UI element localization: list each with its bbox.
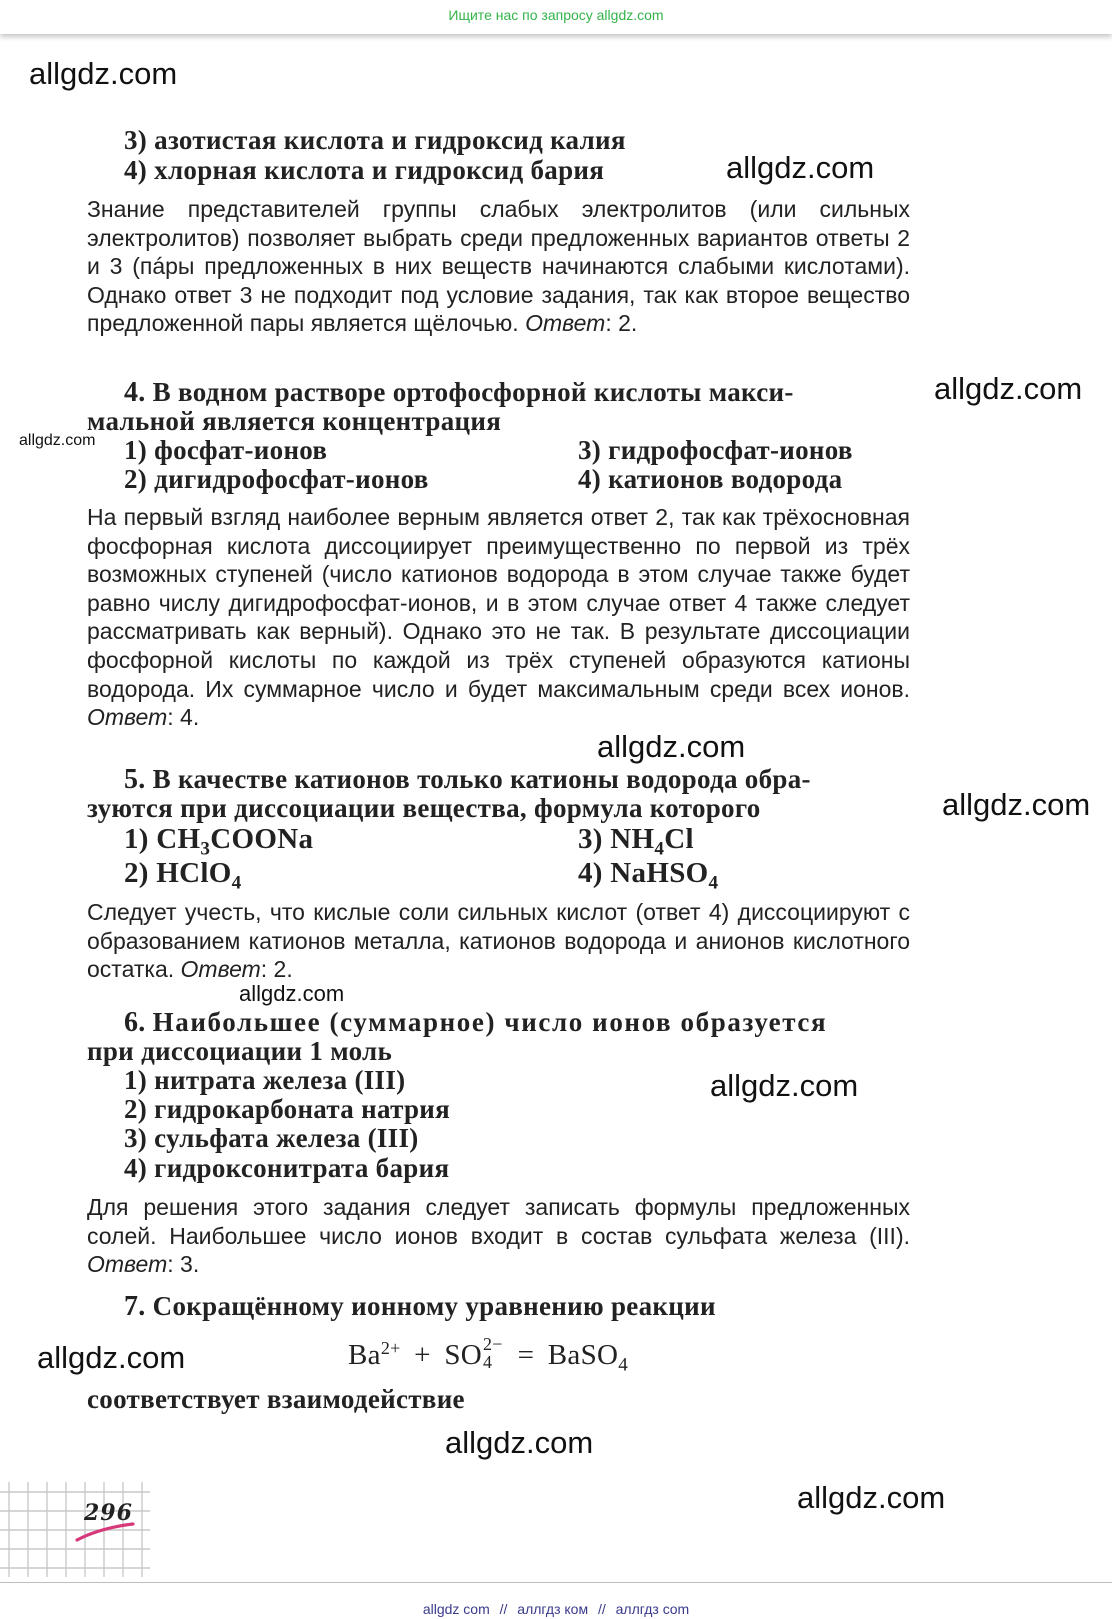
q3-option-4: 4) хлорная кислота и гидроксид бария [124,155,605,185]
watermark: allgdz.com [934,371,1083,406]
search-hint[interactable]: Ищите нас по запросу allgdz.com [448,7,664,23]
footer-link[interactable]: allgdz com [422,1601,490,1617]
watermark: allgdz.com [239,981,345,1006]
q6-option-4: 4) гидроксонитрата бария [124,1153,450,1183]
answer-label: Ответ [87,1251,168,1278]
q4-option-3: 3) гидрофосфат-ионов [578,435,853,465]
q7-line2: соответствует взаимодействие [87,1384,465,1414]
footer-link[interactable]: аллгдз ком [517,1601,589,1617]
q6-number-line1: 6. Наибольшее (суммарное) число ионов образуется [124,1007,828,1038]
q5-option-2: 2) HClO$_4$ [124,857,242,894]
q3-explanation: Знание представителей группы слабых электролитов (или сильных электролитов) позволяет выбрать среди предложенных вариантов ответы 2 и 3 (пáры предложенных в них веществ начинаются слабыми кислотами). Однако ответ 3 не подходит под условие задания, так как второе вещество предложенной пары является щёлочью. Ответ: 2. [87,196,910,337]
watermark: allgdz.com [726,150,875,185]
q4-option-1: 1) фосфат-ионов [124,435,328,465]
q5-explanation: Следует учесть, что кислые соли сильных кислот (ответ 4) диссоциируют с образованием катионов металла, катионов водорода и анионов кислотного остатка. Ответ: 2. [87,899,910,983]
answer-label: Ответ [525,310,606,337]
page-number: 296 [84,1500,133,1526]
answer-label: Ответ [87,704,168,731]
q4-explanation: На первый взгляд наиболее верным является ответ 2, так как трёхосновная фосфорная кислота диссоциирует преимущественно по первой из трёх возможных ступеней (число катионов водорода в этом случае также будет равно числу дигидрофосфат-ионов, и в этом случае ответ 4 также следует рассматривать как верный). Однако это не так. В результате диссоциации фосфорной кислоты по каждой из трёх ступеней образуются катионы водорода. Их суммарное число и будет максимальным среди всех ионов. Ответ: 4. [87,504,910,731]
q5-option-1: 1) $CH_3COONa$ [124,823,314,860]
watermark: allgdz.com [37,1340,186,1375]
top-banner [0,0,1112,34]
textbook-page [0,34,1112,1581]
q6-explanation: Для решения этого задания следует записать формулы предложенных солей. Наибольшее число ионов входит в состав сульфата железа (III). Ответ: 3. [87,1194,910,1278]
watermark: allgdz.com [710,1068,859,1103]
watermark: allgdz.com [29,56,178,91]
q4-number-line1: 4. В водном растворе ортофосфорной кислоты макси- [124,377,794,408]
footer-separator: // [597,1601,606,1617]
watermark: allgdz.com [797,1480,946,1515]
q5-line2: зуются при диссоциации вещества, формула которого [87,793,761,823]
q5-number-line1: 5. В качестве катионов только катионы водорода обра- [124,764,811,795]
q6-option-1: 1) нитрата железа (III) [124,1065,406,1095]
answer-label: Ответ [180,956,261,983]
watermark: allgdz.com [597,729,746,764]
q5-option-3: 3) $NH_4Cl$ [578,823,694,860]
ionic-equation: $Ba^{2+}$ + SO 2− 4 = BaSO$_4$ [348,1334,629,1376]
footer-separator: // [499,1601,508,1617]
q4-line2: мальной является концентрация [87,406,502,436]
q5-option-4: 4) NaHSO$_4$ [578,857,719,894]
q3-option-3: 3) азотистая кислота и гидроксид калия [124,125,626,155]
watermark: allgdz.com [942,787,1091,822]
q6-option-2: 2) гидрокарбоната натрия [124,1094,451,1124]
bottom-links-bar [0,1582,1112,1615]
watermark: allgdz.com [19,432,96,449]
q4-option-4: 4) катионов водорода [578,464,843,494]
footer-link[interactable]: аллгдз com [615,1601,690,1617]
corner-grid-decoration [0,1482,150,1577]
q4-option-2: 2) дигидрофосфат-ионов [124,464,429,494]
q6-line2: при диссоциации 1 моль [87,1036,393,1066]
watermark: allgdz.com [445,1425,594,1460]
q6-option-3: 3) сульфата железа (III) [124,1123,419,1153]
q7-number-line1: 7. Сокращённому ионному уравнению реакции [124,1291,716,1322]
